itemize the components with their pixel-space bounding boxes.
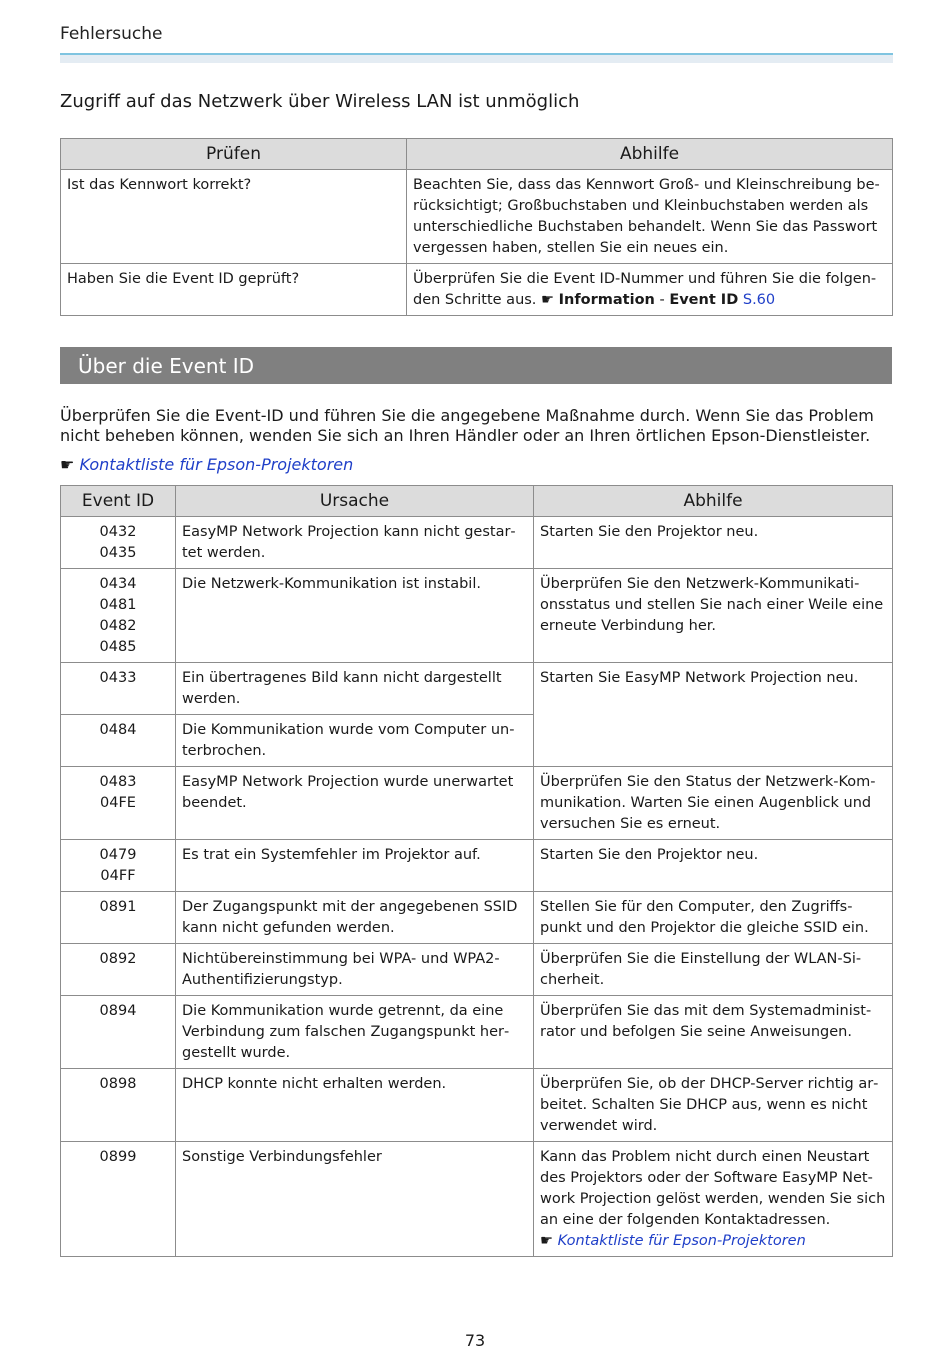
event-id-cell [61,892,176,944]
page-number: 73 [464,1331,486,1350]
event-id: 0433 [99,670,137,686]
column-header-remedy: Abhilfe [534,486,893,517]
event-id: 0892 [99,951,137,967]
remedy-text: Überprüfen Sie die Event ID-Nummer und führen Sie die folgenden Schritte aus. [413,271,877,308]
event-id-cell [61,517,176,569]
table-row [61,1069,893,1142]
section-title: Zugriff auf das Netzwerk über Wireless LAN ist unmöglich [60,91,580,112]
wlan-troubleshooting-table [60,138,893,316]
event-id: 0891 [99,899,137,915]
remedy-cell: Starten Sie EasyMP Network Projection neu. [534,663,893,767]
remedy-cell: Starten Sie den Projektor neu. [534,840,893,892]
table-header-row [61,486,893,517]
event-id: 0485 [99,639,137,655]
event-id: 0481 [99,597,137,613]
event-id-cell [61,1142,176,1257]
event-id: 0482 [99,618,137,634]
cause-cell: Nichtübereinstimmung bei WPA- und WPA2-Authentifizierungstyp. [176,944,534,996]
event-id: 0899 [99,1149,137,1165]
event-id: 0894 [99,1003,137,1019]
table-row [61,996,893,1069]
event-id: 04FF [100,868,136,884]
remedy-cell: Überprüfen Sie den Status der Netzwerk-Kommunikation. Warten Sie einen Augenblick und versuchen Sie es erneut. [534,767,893,840]
column-header-event-id: Event ID [61,486,176,517]
cause-cell: DHCP konnte nicht erhalten werden. [176,1069,534,1142]
page-reference-link[interactable]: S.60 [742,292,776,308]
running-header: Fehlersuche [60,24,163,44]
table-row [61,840,893,892]
header-rule [60,53,893,63]
contact-list-link[interactable]: Kontaktliste für Epson-Projektoren [557,1233,806,1249]
event-id: 0898 [99,1076,137,1092]
reference-event-id: Event ID [669,292,739,308]
event-id: 0483 [99,774,137,790]
event-id-cell [61,840,176,892]
event-id: 0434 [99,576,137,592]
remedy-cell: Überprüfen Sie den Netzwerk-Kommunikationsstatus und stellen Sie nach einer Weile eine erneute Verbindung her. [534,569,893,663]
column-header-cause: Ursache [176,486,534,517]
cause-cell: Sonstige Verbindungsfehler [176,1142,534,1257]
event-id: 0435 [99,545,137,561]
event-id-cell [61,1069,176,1142]
remedy-text: Kann das Problem nicht durch einen Neustart des Projektors oder der Software EasyMP Network Projection gelöst werden, wenden Sie sich an eine der folgenden Kontaktadressen. [540,1149,886,1228]
table-row [61,170,893,264]
table-row [61,663,893,715]
table-row [61,892,893,944]
contact-list-link[interactable]: Kontaktliste für Epson-Projektoren [79,455,354,474]
remedy-cell: Beachten Sie, dass das Kennwort Groß- und Kleinschreibung berücksichtigt; Großbuchstaben und Kleinbuchstaben werden als unterschiedliche Buchstaben behandelt. Wenn Sie das Passwort vergessen haben, stellen Sie ein neues ein. [407,170,893,264]
pointing-hand-icon: ☛ [541,292,555,308]
remedy-cell [407,264,893,316]
check-cell: Haben Sie die Event ID geprüft? [61,264,407,316]
cause-cell: Es trat ein Systemfehler im Projektor auf. [176,840,534,892]
pointing-hand-icon: ☛ [60,455,75,474]
reference-information: Information [558,292,655,308]
event-id-cell [61,663,176,715]
cause-cell: EasyMP Network Projection wurde unerwartet beendet. [176,767,534,840]
intro-paragraph: Überprüfen Sie die Event-ID und führen Sie die angegebene Maßnahme durch. Wenn Sie das Problem nicht beheben können, wenden Sie sich an Ihren Händler oder an Ihren örtlichen Epson-Dienstleister. [60,406,874,445]
cause-cell: Der Zugangspunkt mit der angegebenen SSID kann nicht gefunden werden. [176,892,534,944]
reference-separator: - [654,292,670,308]
remedy-cell: Stellen Sie für den Computer, den Zugriffspunkt und den Projektor die gleiche SSID ein. [534,892,893,944]
event-id: 0432 [99,524,137,540]
remedy-cell [534,1142,893,1257]
table-row [61,767,893,840]
table-row [61,569,893,663]
table-row [61,944,893,996]
remedy-cell: Überprüfen Sie die Einstellung der WLAN-Sicherheit. [534,944,893,996]
event-id: 04FE [100,795,136,811]
column-header-check: Prüfen [61,139,407,170]
table-row [61,264,893,316]
column-header-remedy: Abhilfe [407,139,893,170]
cause-cell: Ein übertragenes Bild kann nicht dargestellt werden. [176,663,534,715]
event-id-cell [61,944,176,996]
remedy-cell: Überprüfen Sie, ob der DHCP-Server richtig arbeitet. Schalten Sie DHCP aus, wenn es nicht verwendet wird. [534,1069,893,1142]
cause-cell: Die Kommunikation wurde getrennt, da eine Verbindung zum falschen Zugangspunkt hergestellt wurde. [176,996,534,1069]
cause-cell: EasyMP Network Projection kann nicht gestartet werden. [176,517,534,569]
event-id-cell [61,767,176,840]
remedy-cell: Überprüfen Sie das mit dem Systemadministrator und befolgen Sie seine Anweisungen. [534,996,893,1069]
section-banner: Über die Event ID [60,347,892,384]
contact-reference [60,455,353,474]
table-header-row [61,139,893,170]
table-row [61,1142,893,1257]
table-row [61,517,893,569]
cause-cell: Die Netzwerk-Kommunikation ist instabil. [176,569,534,663]
event-id-cell [61,996,176,1069]
event-id: 0479 [99,847,137,863]
pointing-hand-icon: ☛ [540,1233,553,1249]
event-id: 0484 [99,722,137,738]
event-id-cell [61,569,176,663]
event-id-cell [61,715,176,767]
event-id-table [60,485,893,1257]
cause-cell: Die Kommunikation wurde vom Computer unterbrochen. [176,715,534,767]
check-cell: Ist das Kennwort korrekt? [61,170,407,264]
remedy-cell: Starten Sie den Projektor neu. [534,517,893,569]
